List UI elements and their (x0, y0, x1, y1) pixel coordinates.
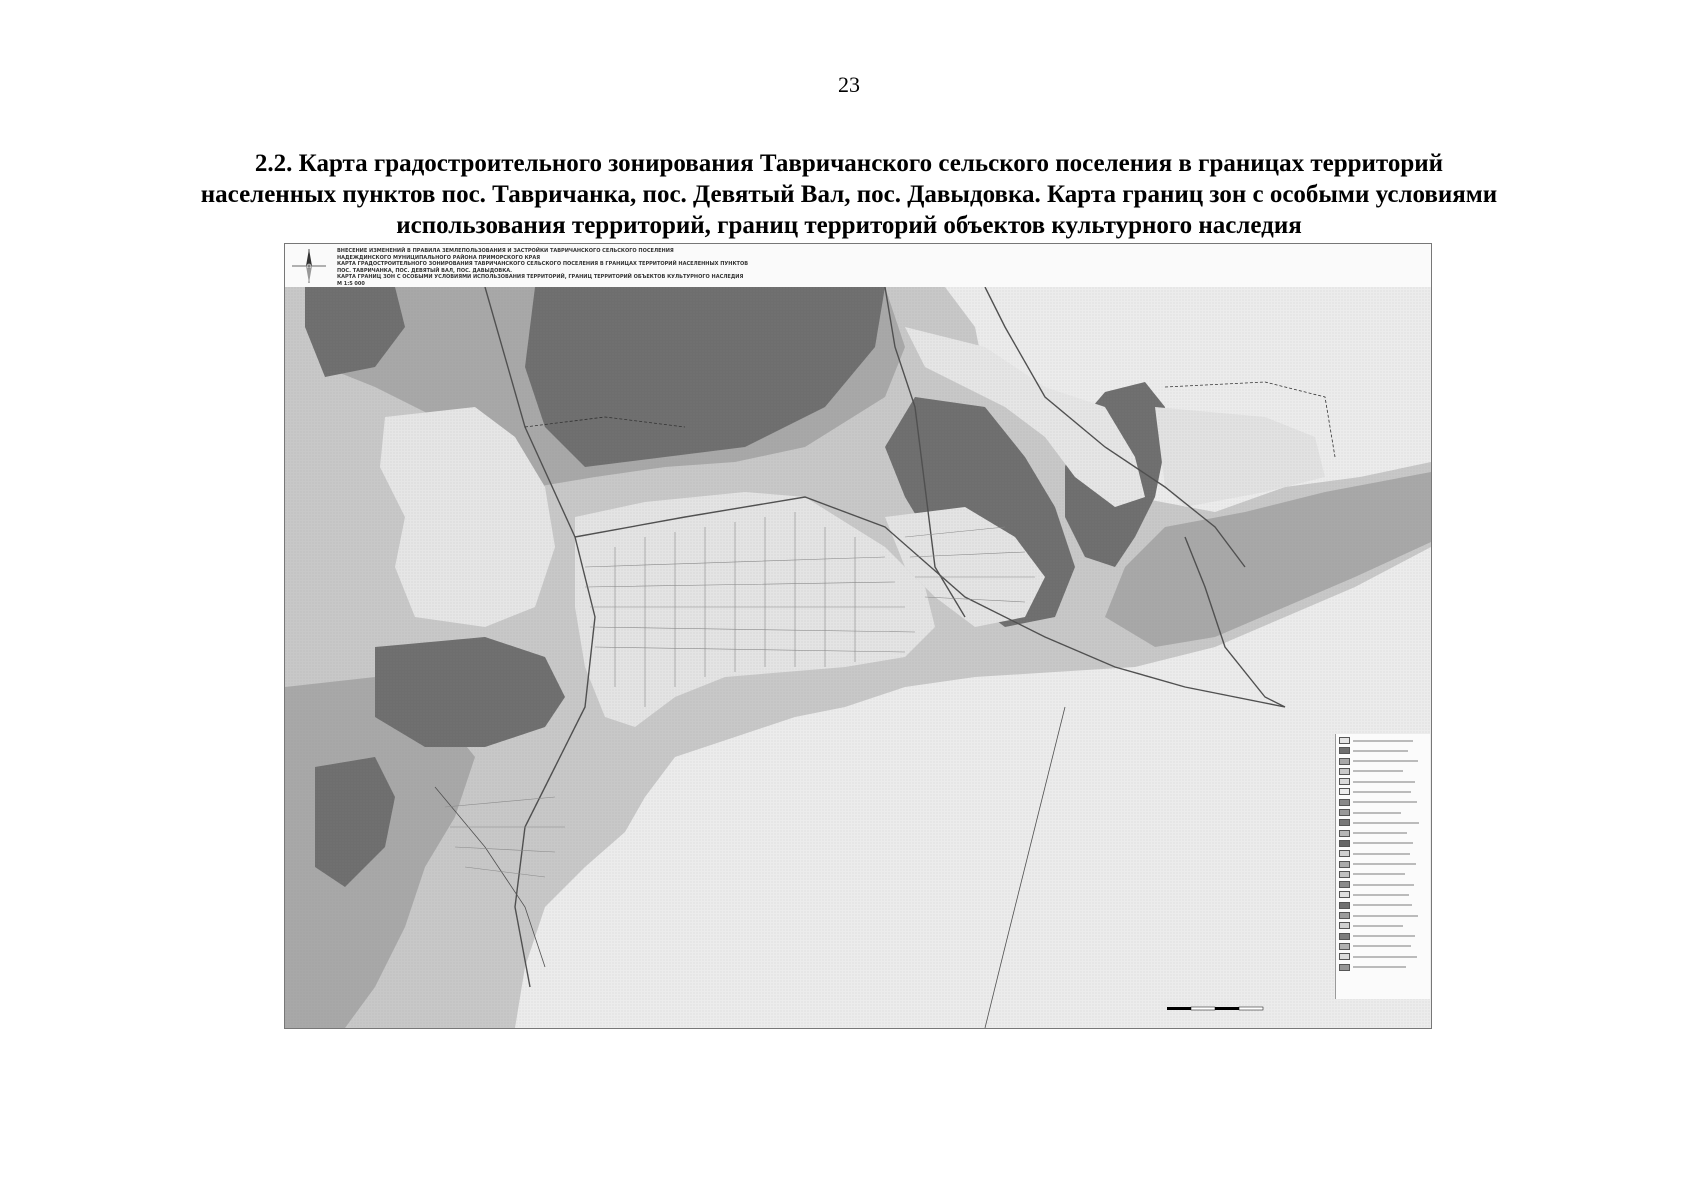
north-arrow-icon (289, 246, 329, 286)
legend-row (1339, 799, 1427, 806)
title-line-2: населенных пунктов пос. Тавричанка, пос. Девятый Вал, пос. Давыдовка. Карта границ зон с особыми условиями (200, 181, 1498, 208)
map-header-line-3: КАРТА ГРАДОСТРОИТЕЛЬНОГО ЗОНИРОВАНИЯ ТАВРИЧАНСКОГО СЕЛЬСКОГО ПОСЕЛЕНИЯ В ГРАНИЦАХ ТЕРРИТОРИЙ НАСЕЛЕННЫХ ПУНКТОВ (337, 261, 749, 267)
legend-row (1339, 788, 1427, 795)
legend-row (1339, 953, 1427, 960)
legend-row (1339, 902, 1427, 909)
legend-row (1339, 964, 1427, 971)
legend-row (1339, 881, 1427, 888)
map-header-line-4: ПОС. ТАВРИЧАНКА, ПОС. ДЕВЯТЫЙ ВАЛ, ПОС. ДАВЫДОВКА. (337, 267, 513, 274)
map-legend (1335, 734, 1430, 999)
zoning-map (285, 287, 1431, 1028)
legend-row (1339, 922, 1427, 929)
legend-row (1339, 819, 1427, 826)
legend-row (1339, 850, 1427, 857)
page-title (100, 148, 1598, 241)
map-frame (284, 243, 1432, 1029)
legend-row (1339, 840, 1427, 847)
legend-row (1339, 758, 1427, 765)
map-header (285, 244, 1431, 288)
map-header-line-2: НАДЕЖДИНСКОГО МУНИЦИПАЛЬНОГО РАЙОНА ПРИМОРСКОГО КРАЯ (337, 254, 541, 261)
scale-bar (1165, 1001, 1265, 1015)
legend-row (1339, 933, 1427, 940)
map-hatching (285, 287, 1431, 1028)
legend-row (1339, 891, 1427, 898)
title-line-3: использования территорий, границ территорий объектов культурного наследия (396, 212, 1302, 239)
title-line-1: 2.2. Карта градостроительного зонирования Тавричанского сельского поселения в границах территорий (254, 150, 1444, 177)
map-header-line-6: М 1:5 000 (337, 280, 365, 287)
legend-row (1339, 747, 1427, 754)
map-header-line-5: КАРТА ГРАНИЦ ЗОН С ОСОБЫМИ УСЛОВИЯМИ ИСПОЛЬЗОВАНИЯ ТЕРРИТОРИЙ, ГРАНИЦ ТЕРРИТОРИЙ ОБЪЕКТОВ КУЛЬТУРНОГО НАСЛЕДИЯ (337, 274, 744, 280)
legend-row (1339, 768, 1427, 775)
legend-row (1339, 861, 1427, 868)
legend-row (1339, 912, 1427, 919)
map-header-text (337, 248, 748, 287)
legend-row (1339, 778, 1427, 785)
legend-row (1339, 737, 1427, 744)
map-header-line-1: ВНЕСЕНИЕ ИЗМЕНЕНИЙ В ПРАВИЛА ЗЕМЛЕПОЛЬЗОВАНИЯ И ЗАСТРОЙКИ ТАВРИЧАНСКОГО СЕЛЬСКОГО ПОСЕЛЕНИЯ (337, 248, 674, 254)
legend-row (1339, 830, 1427, 837)
legend-row (1339, 943, 1427, 950)
legend-row (1339, 871, 1427, 878)
legend-row (1339, 809, 1427, 816)
page-number: 23 (838, 72, 860, 97)
